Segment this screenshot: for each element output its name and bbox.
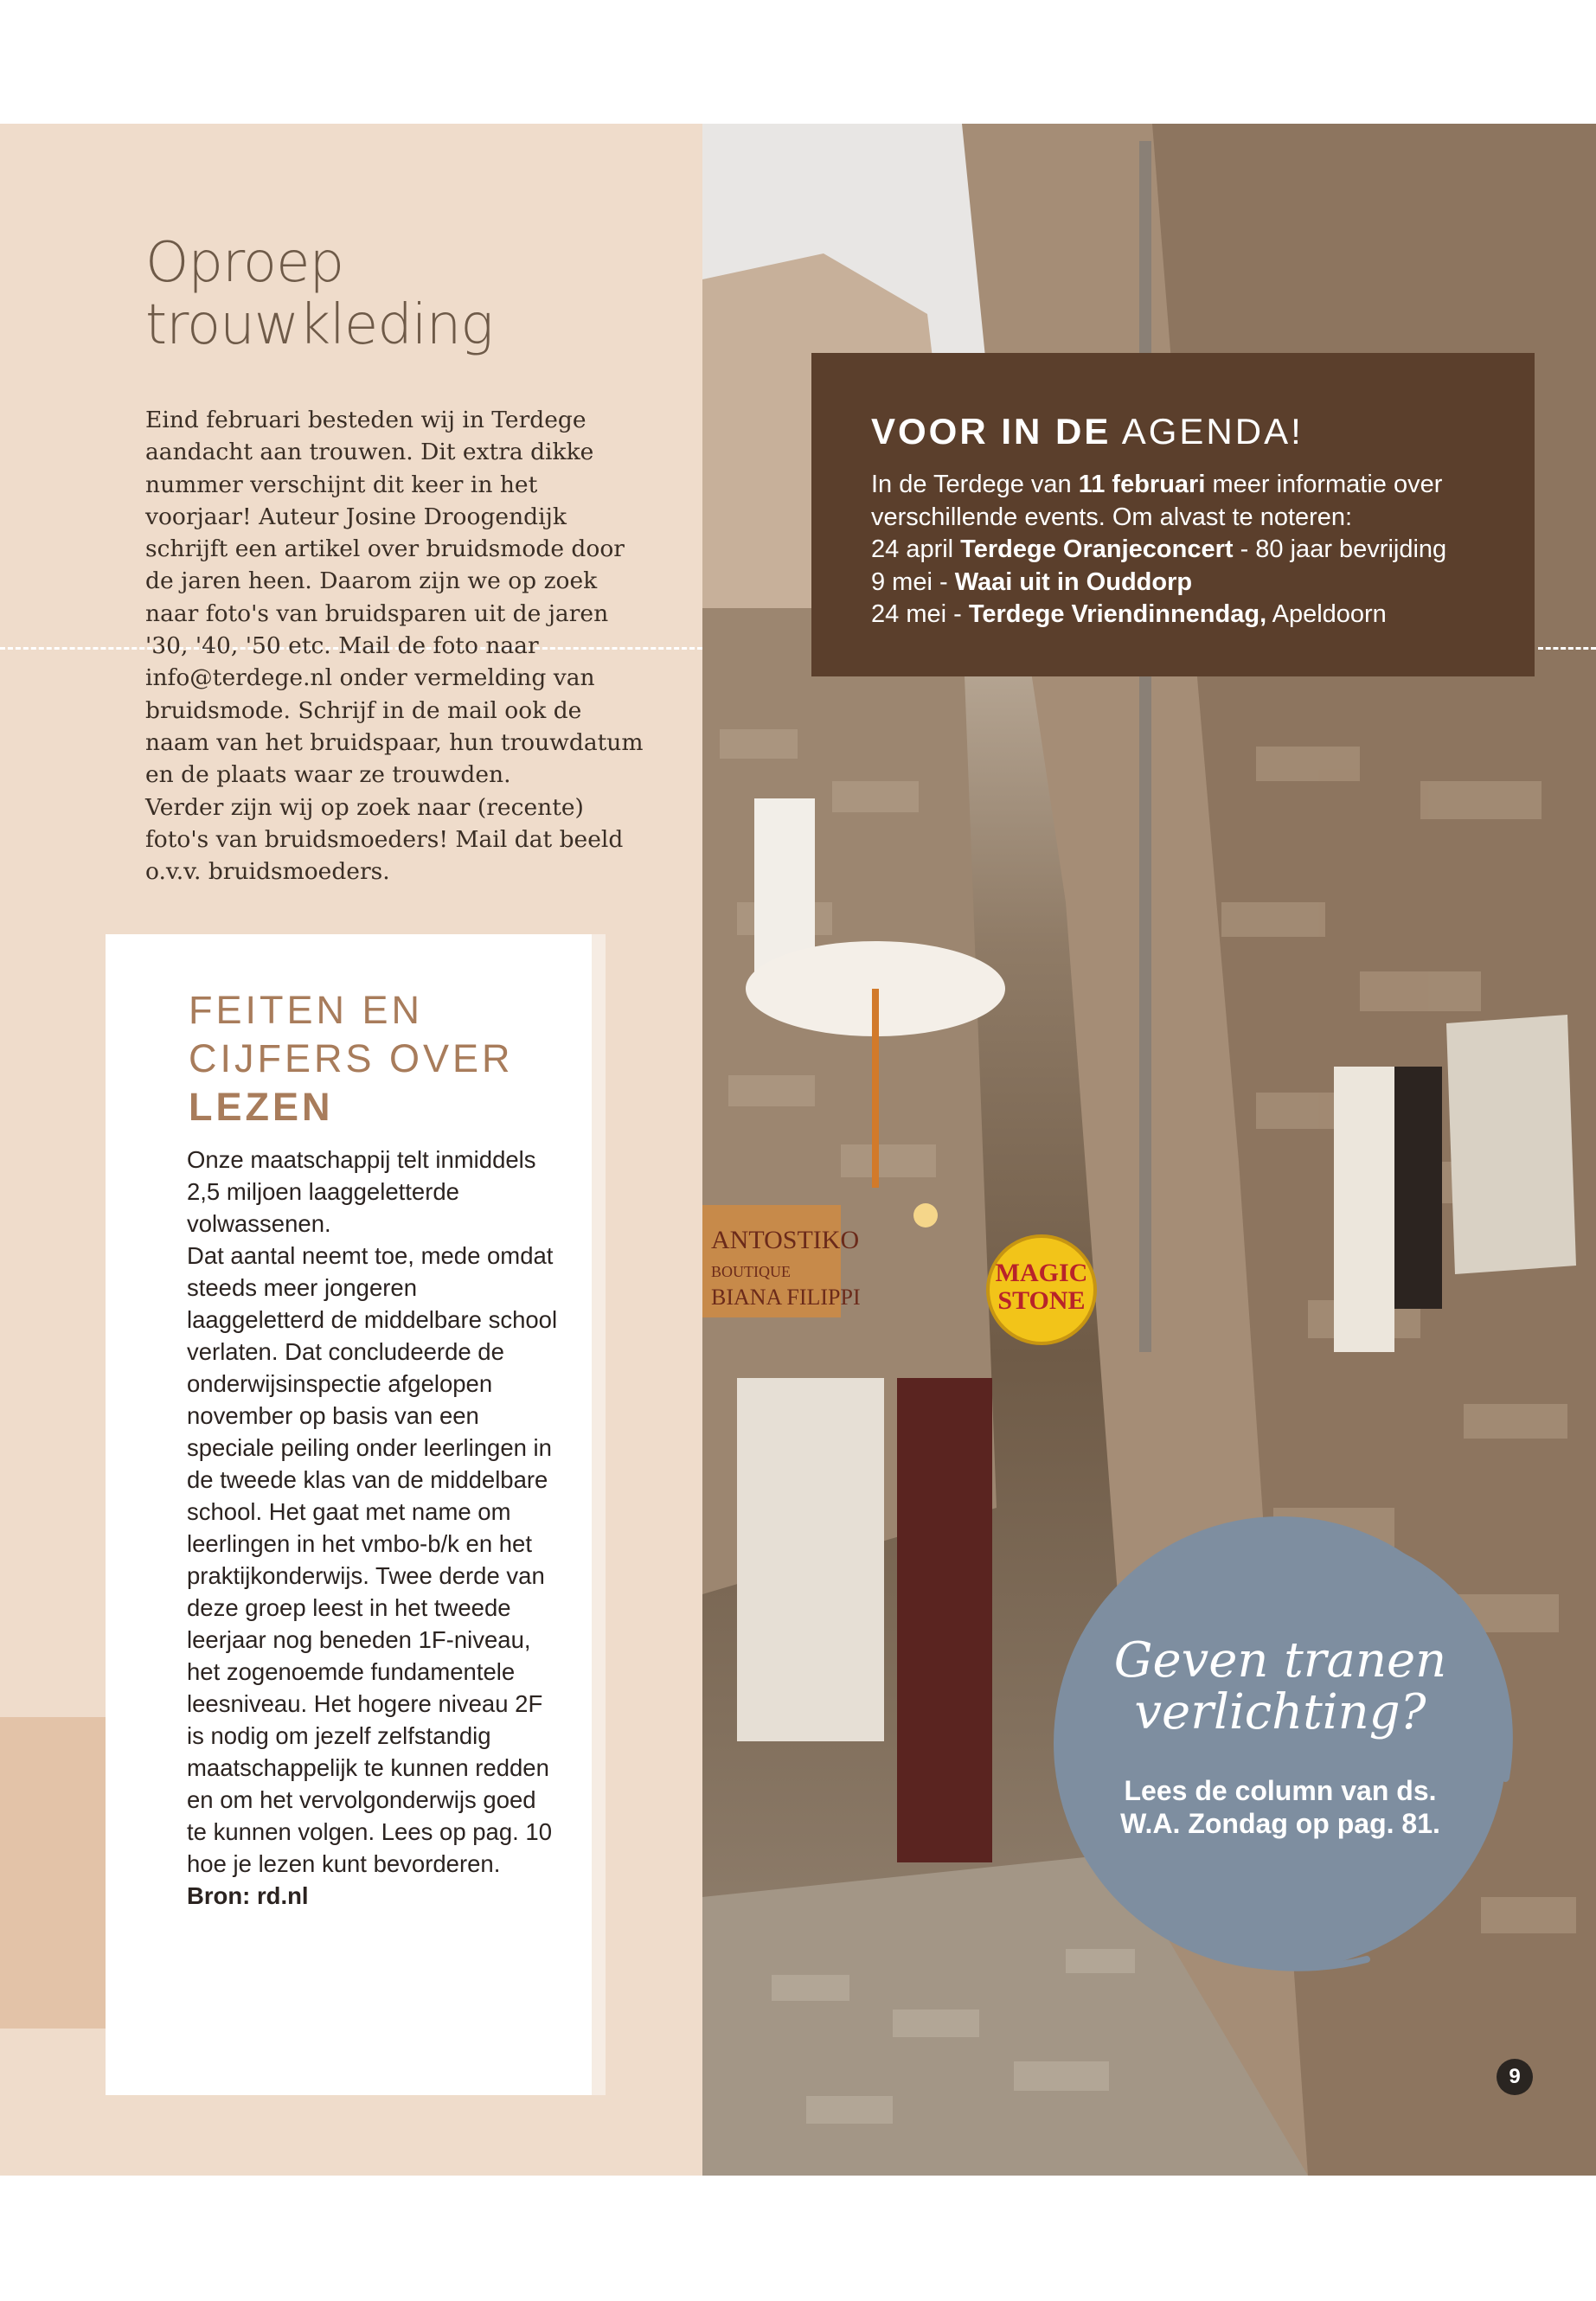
agenda-item	[871, 567, 1529, 599]
agenda-item-date: 24 mei -	[871, 600, 969, 628]
oproep-paragraph-1: Eind februari besteden wij in Terdege aandacht aan trouwen. Dit extra dikke nummer verschijnt dit keer in het voorjaar! Auteur Josine Droogendijk schrijft een artikel over bruidsmode door de jaren heen. Daarom zijn we op zoek naar foto's van bruidsparen uit de jaren '30, '40, '50 etc. Mail de foto naar info@terdege.nl onder vermelding van bruidsmode. Schrijf in de mail ook de naam van het bruidspaar, hun trouwdatum en de plaats waar ze trouwden.	[145, 407, 644, 789]
magic-stone-sign-line1: MAGIC	[995, 1259, 1088, 1287]
column-text	[1038, 1774, 1522, 1840]
agenda-item-event: Terdege Vriendinnendag,	[968, 600, 1267, 628]
agenda-item-extra: Apeldoorn	[1266, 600, 1387, 628]
feiten-title-line2: CIJFERS OVER	[189, 1036, 514, 1080]
feiten-source: Bron: rd.nl	[187, 1882, 309, 1909]
shop-sign-name: BIANA FILIPPI	[711, 1285, 861, 1310]
agenda-intro-a: In de Terdege van	[871, 471, 1079, 498]
feiten-body	[187, 1144, 559, 1912]
agenda-title-bold: VOOR IN DE	[871, 411, 1112, 452]
agenda-box	[811, 353, 1535, 676]
magic-stone-sign-line2: STONE	[997, 1286, 1086, 1315]
shop-sign-text: ANTOSTIKO	[711, 1226, 860, 1254]
agenda-item-event: Terdege Oranjeconcert	[960, 535, 1234, 563]
oproep-title	[145, 232, 493, 356]
column-title-line2: verlichting?	[1134, 1684, 1426, 1740]
agenda-intro-date: 11 februari	[1078, 471, 1206, 498]
dashed-divider-right	[1538, 647, 1596, 650]
column-title	[1038, 1632, 1522, 1740]
agenda-intro-line2: verschillende events. Om alvast te noteren:	[871, 503, 1353, 531]
agenda-body	[871, 469, 1529, 631]
shop-sign-subtext: BOUTIQUE	[711, 1263, 791, 1280]
column-teaser-circle	[1038, 1501, 1522, 1985]
feiten-title	[189, 986, 514, 1131]
feiten-title-line1: FEITEN EN	[189, 988, 424, 1032]
agenda-item-event: Waai uit in Ouddorp	[954, 567, 1193, 596]
agenda-title	[871, 410, 1304, 453]
circle-shape	[1038, 1501, 1522, 1985]
column-title-line1: Geven tranen	[1113, 1632, 1447, 1689]
oproep-title-line1: Oproep	[145, 231, 344, 295]
agenda-item-extra: - 80 jaar bevrijding	[1233, 535, 1447, 563]
agenda-intro-c: meer informatie over	[1205, 471, 1443, 498]
column-text-line2: W.A. Zondag op pag. 81.	[1120, 1808, 1440, 1839]
column-text-line1: Lees de column van ds.	[1124, 1775, 1437, 1806]
feiten-title-line3: LEZEN	[189, 1085, 334, 1129]
feiten-paragraph-1: Onze maatschappij telt inmiddels 2,5 miljoen laaggeletterde volwassenen.	[187, 1146, 536, 1237]
agenda-item	[871, 534, 1529, 567]
background-band	[0, 1717, 108, 2029]
agenda-item-date: 9 mei -	[871, 567, 955, 596]
agenda-item-date: 24 april	[871, 535, 961, 563]
oproep-title-line2: trouwkleding	[145, 293, 493, 357]
page-number: 9	[1497, 2059, 1533, 2095]
oproep-body	[145, 404, 647, 888]
feiten-paragraph-2: Dat aantal neemt toe, mede omdat steeds meer jongeren laaggeletterd de middelbare school verlaten. Dat concludeerde de onderwijsinspectie afgelopen november op basis van een speciale peiling onder leerlingen in de tweede klas van de middelbare school. Het gaat met name om leerlingen in het vmbo-b/k en het praktijkonderwijs. Twee derde van deze groep leest in het tweede leerjaar nog beneden 1F-niveau, het zogenoemde fundamentele leesniveau. Het hogere niveau 2F is nodig om jezelf zelfstandig maatschappelijk te kunnen redden en om het vervolgonderwijs goed te kunnen volgen. Lees op pag. 10 hoe je lezen kunt bevorderen.	[187, 1242, 558, 1877]
agenda-intro	[871, 469, 1529, 502]
agenda-title-light: AGENDA!	[1121, 411, 1304, 452]
agenda-item	[871, 599, 1529, 631]
oproep-paragraph-2: Verder zijn wij op zoek naar (recente) foto's van bruidsmoeders! Mail dat beeld o.v.v. bruidsmoeders.	[145, 793, 624, 886]
